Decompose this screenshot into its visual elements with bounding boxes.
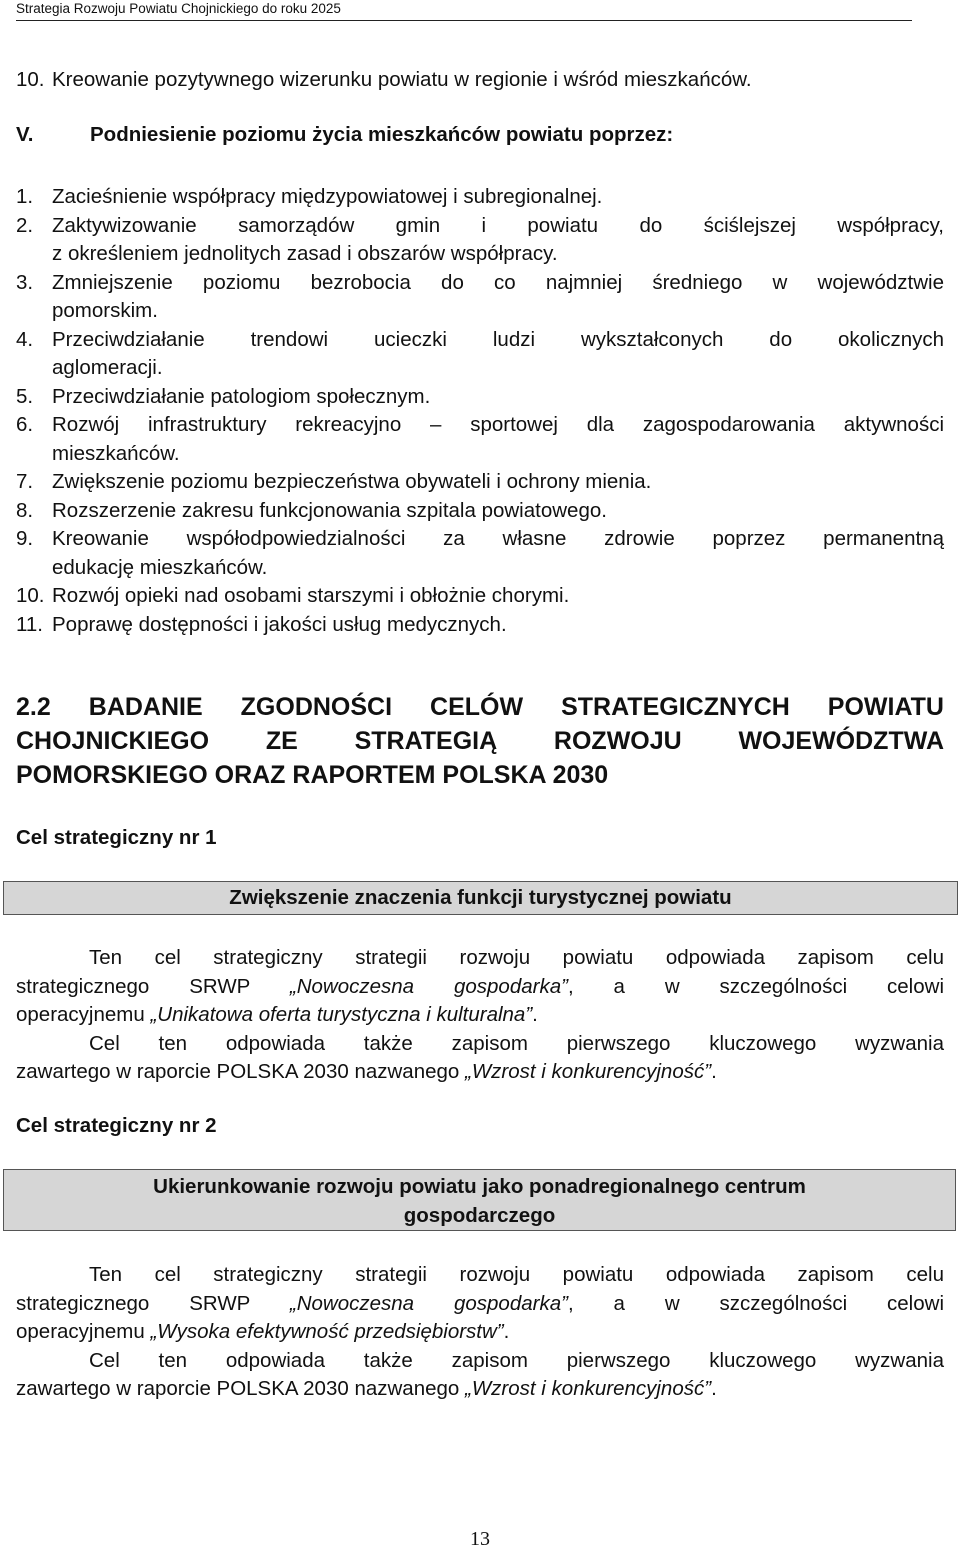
text-line [16,1001,944,1030]
list-number: 2. [16,213,34,237]
text-run: strategicznego SRWP [16,1291,290,1315]
text-run-italic: „Unikatowa oferta turystyczna i kulturalna” [150,1003,533,1026]
section-heading [16,123,674,147]
list-number: 11. [16,612,43,636]
text-run-italic: „Wzrost i konkurencyjność” [465,1060,712,1083]
text-line [16,973,944,1002]
goal-description [16,944,944,1087]
list-number: 9. [16,527,34,550]
list-text: Kreowanie pozytywnego wizerunku powiatu w regionie i wśród mieszkańców. [52,68,752,91]
list-number: 7. [16,470,34,493]
heading-line: 2.2 BADANIE ZGODNOŚCI CELÓW STRATEGICZNYCH POWIATU [16,693,944,721]
list-item [0,269,960,326]
text-line [16,1058,944,1087]
list-text: Kreowanie współodpowiedzialności za własne zdrowie poprzez permanentną [52,527,944,550]
section-title: Podniesienie poziomu życia mieszkańców powiatu poprzez: [90,123,674,146]
goal-description [16,1261,944,1404]
list-item [0,411,960,468]
text-run: . [503,1320,510,1343]
list-text: aglomeracji. [52,356,163,379]
text-line [16,1290,944,1319]
text-run: zawartego w raporcie POLSKA 2030 nazwanego [16,1377,465,1400]
list-text: Zwiększenie poziomu bezpieczeństwa obywateli i ochrony mienia. [52,470,652,493]
list-number: 6. [16,413,34,436]
heading-line: POMORSKIEGO ORAZ RAPORTEM POLSKA 2030 [16,761,609,789]
list-text: Rozszerzenie zakresu funkcjonowania szpitala powiatowego. [52,498,607,522]
list-number: 5. [16,384,34,408]
list-number: 8. [16,498,34,522]
text-run-italic: „Nowoczesna gospodarka” [289,974,568,998]
page-number: 13 [470,1528,490,1550]
list-number: 4. [16,327,34,351]
text-line [16,1375,944,1404]
list-text: mieszkańców. [52,441,180,465]
text-run: operacyjnemu [16,1320,151,1343]
text-run-italic: „Nowoczesna gospodarka” [289,1291,568,1315]
text-run: , a w szczególności celowi [567,974,944,998]
box-line: Ukierunkowanie rozwoju powiatu jako ponadregionalnego centrum [153,1175,806,1198]
text-line [16,1318,944,1347]
text-run: . [532,1003,538,1026]
list-text: Rozwój opieki nad osobami starszymi i obłożnie chorymi. [52,584,570,607]
text-run: operacyjnemu [16,1003,151,1026]
list-text: Zmniejszenie poziomu bezrobocia do co najmniej średniego w województwie [52,270,944,294]
list-text: Zacieśnienie współpracy międzypowiatowej i subregionalnej. [52,185,603,208]
list-text: Przeciwdziałanie trendowi ucieczki ludzi wykształconych do okolicznych [52,327,944,351]
list-item [0,468,960,497]
text-run: , a w szczególności celowi [567,1291,944,1315]
text-line: Ten cel strategiczny strategii rozwoju powiatu odpowiada zapisom celu [89,1263,944,1286]
goals-list [0,183,960,639]
list-text: Przeciwdziałanie patologiom społecznym. [52,384,431,408]
list-item [0,525,960,582]
text-run-italic: „Wzrost i konkurencyjność” [465,1377,712,1400]
list-item [0,326,960,383]
list-item [0,183,960,212]
list-number: 10. [16,68,45,91]
text-run: . [711,1377,717,1400]
text-line: Cel ten odpowiada także zapisom pierwszego kluczowego wyzwania [89,1348,944,1372]
list-item [0,383,960,412]
list-text: Zaktywizowanie samorządów gmin i powiatu do ściślejszej współpracy, [52,213,944,237]
goal-title-box [3,1169,956,1231]
text-run: . [711,1060,717,1083]
text-line: Ten cel strategiczny strategii rozwoju powiatu odpowiada zapisom celu [89,946,944,969]
text-run: zawartego w raporcie POLSKA 2030 nazwanego [16,1060,465,1083]
text-run-italic: „Wysoka efektywność przedsiębiorstw” [150,1320,504,1343]
text-line: Cel ten odpowiada także zapisom pierwszego kluczowego wyzwania [89,1031,944,1055]
goal-label: Cel strategiczny nr 2 [16,1114,217,1137]
goal-label: Cel strategiczny nr 1 [16,826,217,849]
list-text: z określeniem jednolitych zasad i obszarów współpracy. [52,242,558,265]
list-item [0,212,960,269]
list-number: 1. [16,185,34,208]
chapter-heading [16,690,944,792]
list-text: Rozwój infrastruktury rekreacyjno – sportowej dla zagospodarowania aktywności [52,413,944,436]
list-number: 3. [16,270,34,294]
list-item [0,66,960,96]
list-item [0,582,960,611]
list-number: 10. [16,584,45,607]
goal-title-box: Zwiększenie znaczenia funkcji turystycznej powiatu [3,881,958,915]
section-number: V. [16,123,34,146]
running-header: Strategia Rozwoju Powiatu Chojnickiego do roku 2025 [16,0,912,21]
box-line: gospodarczego [403,1204,556,1227]
list-text: Poprawę dostępności i jakości usług medycznych. [52,612,507,636]
list-text: pomorskim. [52,299,158,322]
list-text: edukację mieszkańców. [52,555,268,579]
list-item [0,611,960,640]
heading-line: CHOJNICKIEGO ZE STRATEGIĄ ROZWOJU WOJEWÓDZTWA [16,727,944,755]
text-run: strategicznego SRWP [16,974,290,998]
list-item [0,497,960,526]
